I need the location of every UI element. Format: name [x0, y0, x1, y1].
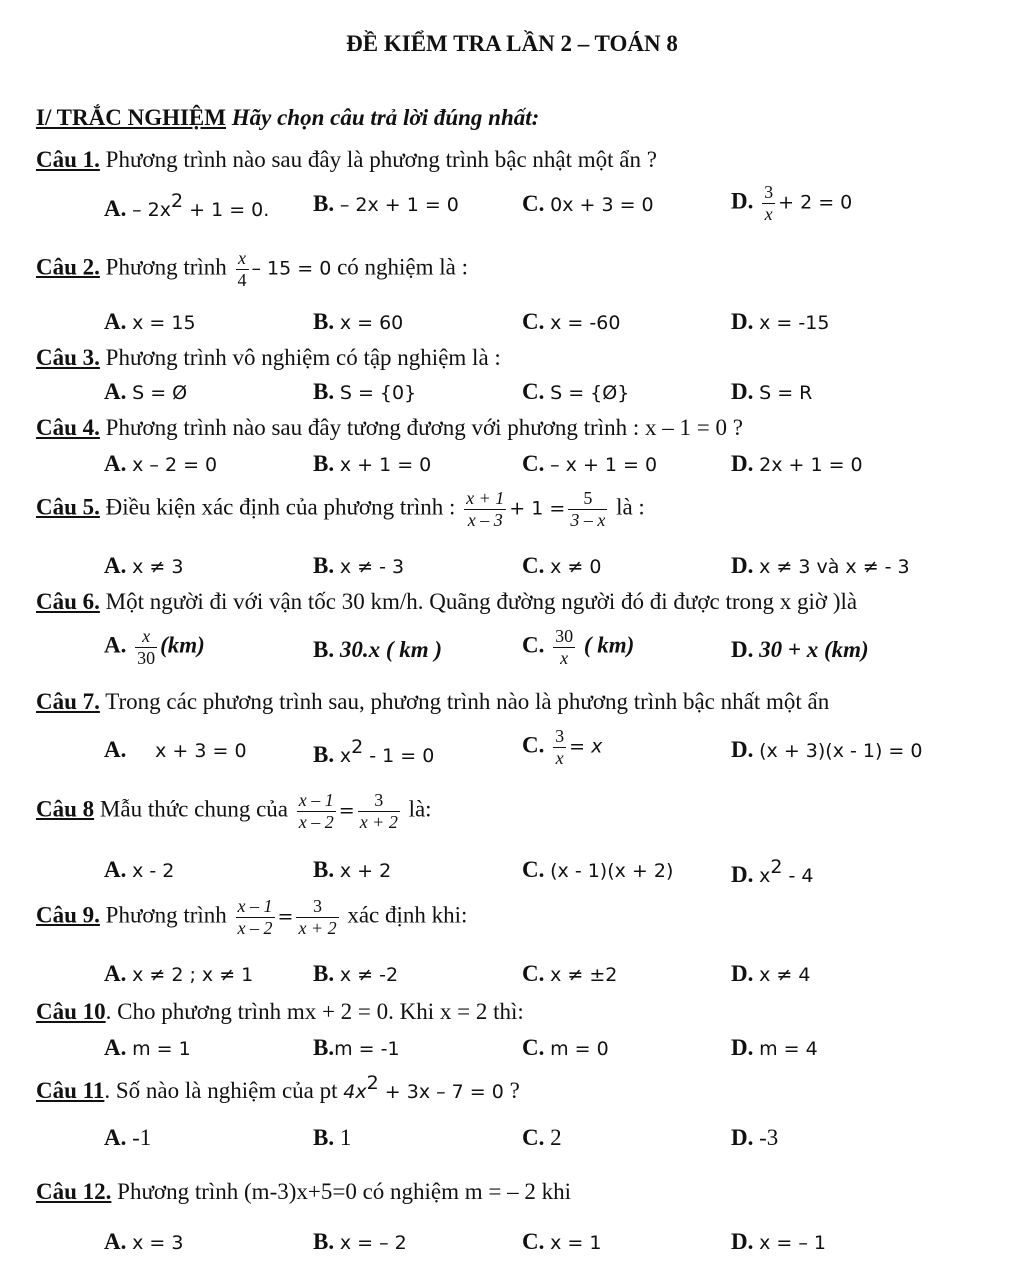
option-b[interactable]: B. 1 [313, 1125, 352, 1150]
section-heading [36, 104, 539, 132]
option-d[interactable]: D. (x + 3)(x - 1) = 0 [731, 737, 923, 762]
option-d[interactable]: D. S = R [731, 379, 813, 404]
fraction: $\frac{3}{x + 2}$ [359, 790, 398, 832]
option-d[interactable]: D. $x^2 - 4$ [731, 856, 814, 887]
option-a[interactable]: A. $\frac{x}{30}$ (km) [104, 626, 205, 668]
fraction: $\frac{5}{3 - x}$ [570, 488, 606, 530]
option-c[interactable]: C. 0x + 3 = 0 [522, 191, 654, 216]
option-b[interactable]: B.m = -1 [313, 1035, 400, 1060]
fraction: $\frac{x + 1}{x - 3}$ [466, 488, 505, 530]
exam-title: ĐỀ KIỂM TRA LẦN 2 – TOÁN 8 [346, 31, 678, 56]
option-d[interactable]: D. x ≠ 4 [731, 961, 811, 986]
options-4 [0, 450, 1024, 490]
options-3 [0, 378, 1024, 418]
option-c[interactable]: C. $\frac{3}{x}$ = x [522, 726, 603, 768]
question-text: Phương trình (m-3)x+5=0 có nghiệm m = – 2 khi [117, 1179, 572, 1204]
option-b[interactable]: B. x + 2 [313, 857, 392, 882]
option-c[interactable]: C. (x - 1)(x + 2) [522, 857, 674, 882]
fraction: $\frac{x - 1}{x - 2}$ [298, 790, 334, 832]
question-3 [36, 344, 501, 372]
option-b[interactable]: B. x ≠ -2 [313, 961, 399, 986]
question-number: Câu 3. [36, 345, 100, 370]
option-b[interactable]: B. x ≠ - 3 [313, 553, 405, 578]
question-number: Câu 10 [36, 999, 106, 1024]
option-d[interactable]: D. x = – 1 [731, 1229, 826, 1254]
question-10 [36, 998, 524, 1026]
option-b[interactable]: B. x = 60 [313, 309, 404, 334]
options-7 [0, 726, 1024, 766]
fraction: $\frac{3}{x + 2}$ [298, 896, 337, 938]
options-6 [0, 626, 1024, 666]
option-b[interactable]: B. – 2x + 1 = 0 [313, 191, 459, 216]
option-a[interactable]: A. m = 1 [104, 1035, 191, 1060]
option-a[interactable]: A. -1 [104, 1125, 152, 1150]
question-6 [36, 588, 857, 616]
question-5: Câu 5. Điều kiện xác định của phương trình : $\frac{x + 1}{x - 3}$ + 1 = $\frac{5}{3 - x}$ là : [36, 488, 645, 530]
option-d[interactable]: D. x = -15 [731, 309, 830, 334]
option-d[interactable]: D. 2x + 1 = 0 [731, 451, 863, 476]
option-c[interactable]: C. S = {Ø} [522, 379, 630, 404]
option-b[interactable]: B. 30.x ( km ) [313, 637, 443, 662]
options-5 [0, 552, 1024, 592]
question-11: Câu 11. Số nào là nghiệm của pt $4x^2 + 3x - 7 = 0$ ? [36, 1072, 520, 1103]
option-b[interactable]: B. $x^2 - 1 = 0$ [313, 736, 435, 767]
option-c[interactable]: C. x = 1 [522, 1229, 602, 1254]
option-a[interactable]: A. x - 2 [104, 857, 175, 882]
options-10 [0, 1034, 1024, 1074]
option-a[interactable]: A. x – 2 = 0 [104, 451, 218, 476]
fraction: $\frac{x - 1}{x - 2}$ [237, 896, 273, 938]
question-4 [36, 414, 743, 442]
question-7 [36, 688, 829, 716]
question-number: Câu 12. [36, 1179, 112, 1204]
question-number: Câu 7. [36, 689, 100, 714]
question-text: Trong các phương trình sau, phương trình nào là phương trình bậc nhất một ẩn [105, 689, 830, 714]
option-c[interactable]: C. m = 0 [522, 1035, 609, 1060]
option-b[interactable]: B. x + 1 = 0 [313, 451, 432, 476]
option-c[interactable]: C. x = -60 [522, 309, 621, 334]
options-2 [0, 308, 1024, 348]
question-text: Phương trình vô nghiệm có tập nghiệm là : [105, 345, 501, 370]
section-label: I/ TRẮC NGHIỆM [36, 105, 226, 130]
question-number: Câu 9. [36, 902, 100, 928]
option-b[interactable]: B. x = – 2 [313, 1229, 407, 1254]
question-8: Câu 8 Mẫu thức chung của $\frac{x - 1}{x - 2}$ = $\frac{3}{x + 2}$ là: [36, 790, 432, 832]
question-number: Câu 6. [36, 589, 100, 614]
question-2: Câu 2. Phương trình $\frac{x}{4}$ – 15 = 0 có nghiệm là : [36, 248, 469, 290]
options-8 [0, 856, 1024, 896]
option-c[interactable]: C. – x + 1 = 0 [522, 451, 658, 476]
question-text: . Cho phương trình mx + 2 = 0. Khi x = 2 thì: [105, 999, 524, 1024]
question-number: Câu 11 [36, 1078, 105, 1103]
option-a[interactable]: A. x = 3 [104, 1229, 184, 1254]
fraction: $\frac{x}{4}$ [237, 248, 247, 290]
options-11 [0, 1124, 1024, 1164]
question-text: Phương trình nào sau đây là phương trình bậc nhật một ẩn ? [105, 147, 657, 172]
option-c[interactable]: C. x ≠ ±2 [522, 961, 618, 986]
section-instruction: Hãy chọn câu trả lời đúng nhất: [231, 105, 540, 130]
option-d[interactable]: D. -3 [731, 1125, 779, 1150]
option-b[interactable]: B. S = {0} [313, 379, 417, 404]
question-number: Câu 8 [36, 796, 95, 822]
question-text: Phương trình nào sau đây tương đương với phương trình : x – 1 = 0 ? [105, 415, 743, 440]
question-12 [36, 1178, 571, 1206]
option-d[interactable]: D. m = 4 [731, 1035, 818, 1060]
question-number: Câu 4. [36, 415, 100, 440]
options-1 [0, 182, 1024, 230]
question-1 [36, 146, 657, 174]
option-d[interactable]: D. x ≠ 3 và x ≠ - 3 [731, 553, 910, 578]
question-number: Câu 5. [36, 494, 100, 520]
question-number: Câu 1. [36, 147, 100, 172]
option-d[interactable]: D. $\frac{3}{x}$ + 2 = 0 [731, 182, 853, 224]
option-a[interactable]: A. S = Ø [104, 379, 188, 404]
question-9: Câu 9. Phương trình $\frac{x - 1}{x - 2}$ = $\frac{3}{x + 2}$ xác định khi: [36, 896, 468, 938]
option-a[interactable]: A. – $2x^2 + 1 = 0$. [104, 190, 270, 221]
option-a[interactable]: A. x + 3 = 0 [104, 737, 247, 762]
option-d[interactable]: D. 30 + x (km) [731, 637, 869, 662]
option-a[interactable]: A. x ≠ 2 ; x ≠ 1 [104, 961, 254, 986]
option-a[interactable]: A. x ≠ 3 [104, 553, 184, 578]
option-c[interactable]: C. x ≠ 0 [522, 553, 602, 578]
option-a[interactable]: A. x = 15 [104, 309, 196, 334]
options-12 [0, 1228, 1024, 1268]
question-number: Câu 2. [36, 254, 100, 280]
options-9 [0, 960, 1024, 1000]
option-c[interactable]: C. $\frac{30}{x}$ ( km) [522, 626, 635, 668]
question-text: Một người đi với vận tốc 30 km/h. Quãng đường người đó đi được trong x giờ )là [99, 589, 858, 614]
option-c[interactable]: C. 2 [522, 1125, 562, 1150]
